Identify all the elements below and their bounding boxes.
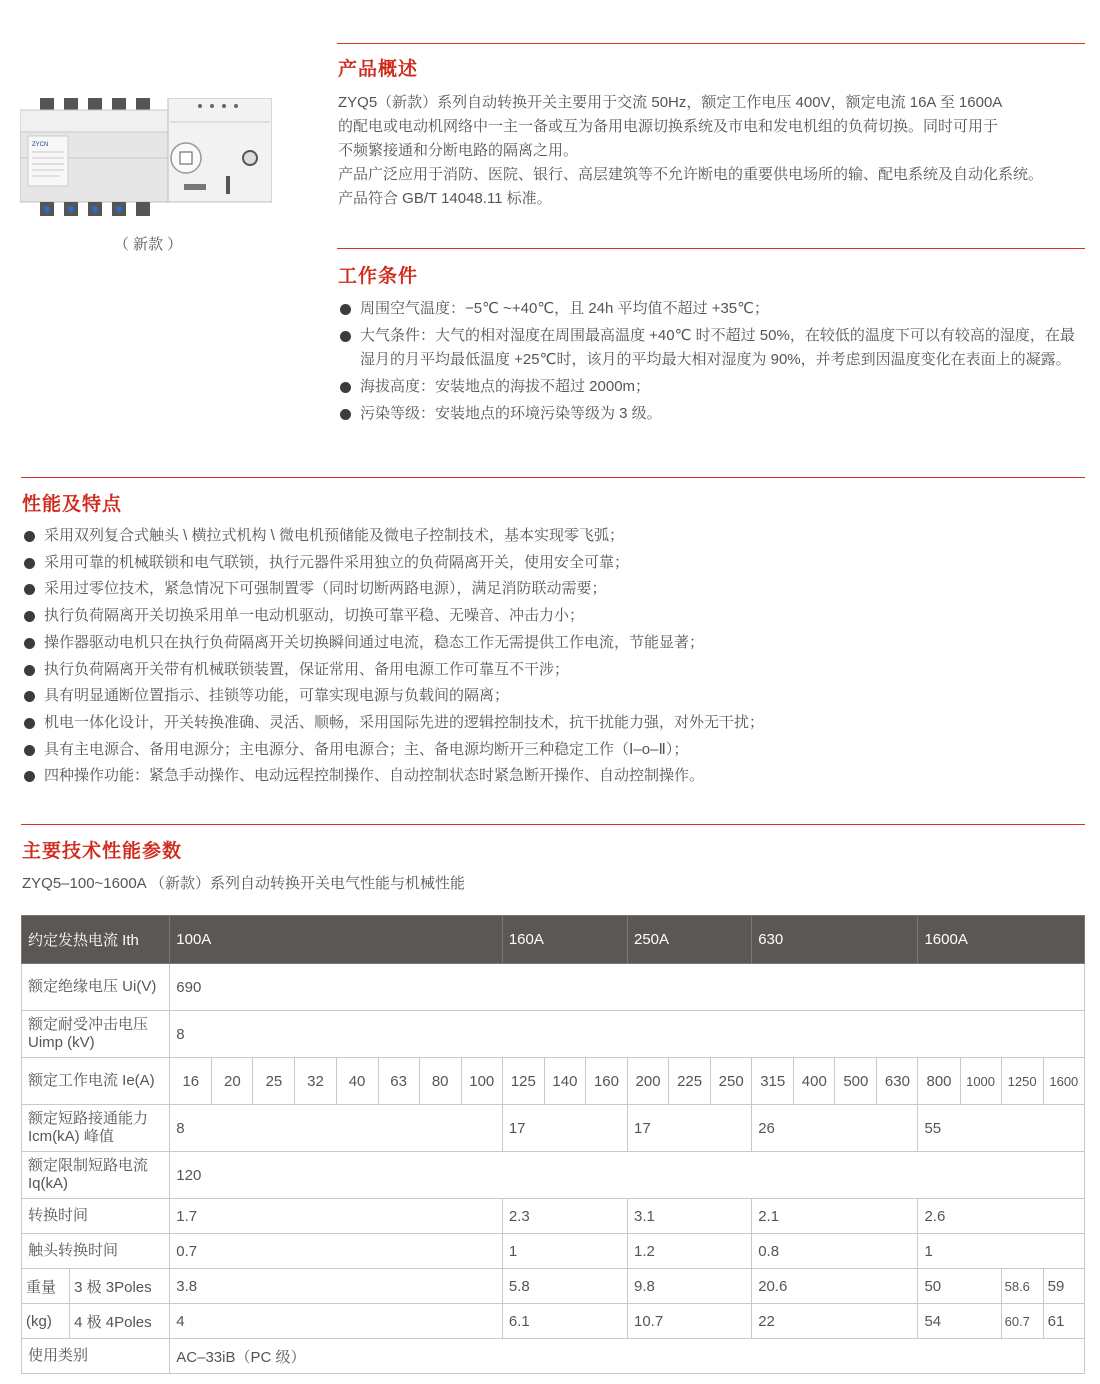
table-cell: 4 — [170, 1304, 503, 1339]
feature-item: 四种操作功能：紧急手动操作、电动远程控制操作、自动控制状态时紧急断开操作、自动控制操作。 — [22, 763, 1086, 790]
feature-item: 执行负荷隔离开关切换采用单一电动机驱动，切换可靠平稳、无噪音、冲击力小； — [22, 603, 1086, 630]
current-cell: 200 — [628, 1058, 669, 1105]
table-cell: 1 — [918, 1234, 1085, 1269]
overview-line-1: ZYQ5（新款）系列自动转换开关主要用于交流 50Hz，额定工作电压 400V，额定电流 16A 至 1600A — [338, 94, 1003, 111]
current-cell: 32 — [295, 1058, 336, 1105]
condition-item: 大气条件：大气的相对湿度在周围最高温度 +40℃ 时不超过 50%，在较低的温度下可以有较高的湿度，在最湿月的月平均最低温度 +25℃时，该月的平均最大相对湿度为 90%，并考虑到因温度变化在表面上的凝露。 — [338, 324, 1085, 372]
row-label: 重量 — [22, 1269, 70, 1304]
row-label: 额定工作电流 Ie(A) — [22, 1058, 170, 1105]
table-cell: 10.7 — [628, 1304, 752, 1339]
table-row — [22, 1058, 1085, 1105]
feature-item: 具有明显通断位置指示、挂锁等功能，可靠实现电源与负载间的隔离； — [22, 683, 1086, 710]
current-cell: 20 — [212, 1058, 253, 1105]
current-cell: 80 — [419, 1058, 461, 1105]
conditions-title: 工作条件 — [338, 266, 419, 287]
table-cell: 58.6 — [1001, 1269, 1043, 1304]
table-cell: 54 — [918, 1304, 1001, 1339]
condition-item: 周围空气温度：−5℃ ~+40℃，且 24h 平均值不超过 +35℃； — [338, 297, 1085, 321]
current-cell: 400 — [794, 1058, 835, 1105]
current-cell: 140 — [544, 1058, 585, 1105]
overview-title: 产品概述 — [338, 59, 419, 80]
features-list — [22, 523, 1086, 790]
table-row — [22, 1105, 1085, 1152]
table-cell: 5.8 — [502, 1269, 627, 1304]
specs-subtitle: ZYQ5–100~1600A （新款）系列自动转换开关电气性能与机械性能 — [22, 875, 466, 892]
table-cell: AC–33iB（PC 级） — [170, 1339, 1085, 1374]
product-image — [20, 98, 272, 216]
table-row — [22, 1269, 1085, 1304]
header-cell: 160A — [502, 916, 627, 964]
row-label: 额定耐受冲击电压 Uimp (kV) — [22, 1011, 170, 1058]
table-cell: 1 — [502, 1234, 627, 1269]
overview-standard: 产品符合 GB/T 14048.11 标准。 — [338, 190, 552, 207]
current-cell: 1600 — [1043, 1058, 1084, 1105]
feature-item: 机电一体化设计，开关转换准确、灵活、顺畅，采用国际先进的逻辑控制技术，抗干扰能力强，对外无干扰； — [22, 710, 1086, 737]
table-cell: 2.6 — [918, 1199, 1085, 1234]
current-cell: 63 — [378, 1058, 419, 1105]
table-cell: 3.8 — [170, 1269, 503, 1304]
current-cell: 1250 — [1001, 1058, 1043, 1105]
row-label: 额定限制短路电流 Iq(kA) — [22, 1152, 170, 1199]
table-cell: 3.1 — [628, 1199, 752, 1234]
row-sublabel: 4 极 4Poles — [70, 1304, 170, 1339]
row-label: 额定短路接通能力 Icm(kA) 峰值 — [22, 1105, 170, 1152]
brand-label: ZYCN — [32, 142, 49, 148]
current-cell: 125 — [502, 1058, 544, 1105]
table-row — [22, 1011, 1085, 1058]
table-cell: 120 — [170, 1152, 1085, 1199]
header-cell: 100A — [170, 916, 503, 964]
overview-line-3: 不频繁接通和分断电路的隔离之用。 — [338, 142, 579, 159]
row-label: 触头转换时间 — [22, 1234, 170, 1269]
header-cell: 约定发热电流 Ith — [22, 916, 170, 964]
conditions-divider — [337, 248, 1085, 249]
table-cell: 17 — [628, 1105, 752, 1152]
row-label: 使用类别 — [22, 1339, 170, 1374]
table-cell: 8 — [170, 1105, 503, 1152]
feature-item: 采用过零位技术，紧急情况下可强制置零（同时切断两路电源），满足消防联动需要； — [22, 576, 1086, 603]
specs-title: 主要技术性能参数 — [22, 841, 183, 862]
overview-application: 产品广泛应用于消防、医院、银行、高层建筑等不允许断电的重要供电场所的输、配电系统及自动化系统。 — [338, 166, 1044, 183]
condition-item: 海拔高度：安装地点的海拔不超过 2000m； — [338, 375, 1085, 399]
table-cell: 2.1 — [752, 1199, 918, 1234]
table-cell: 20.6 — [752, 1269, 918, 1304]
current-cell: 1000 — [960, 1058, 1001, 1105]
table-cell: 0.8 — [752, 1234, 918, 1269]
table-cell: 8 — [170, 1011, 1085, 1058]
table-cell: 22 — [752, 1304, 918, 1339]
row-sublabel: 3 极 3Poles — [70, 1269, 170, 1304]
overview-divider — [337, 43, 1085, 44]
overview-line-2: 的配电或电动机网络中一主一备或互为备用电源切换系统及市电和发电机组的负荷切换。同时可用于 — [338, 118, 999, 135]
table-row — [22, 964, 1085, 1011]
features-title: 性能及特点 — [22, 494, 123, 515]
table-cell: 9.8 — [628, 1269, 752, 1304]
current-cell: 315 — [752, 1058, 794, 1105]
table-cell: 50 — [918, 1269, 1001, 1304]
table-cell: 1.2 — [628, 1234, 752, 1269]
table-cell: 61 — [1043, 1304, 1084, 1339]
current-cell: 630 — [877, 1058, 918, 1105]
row-label: 转换时间 — [22, 1199, 170, 1234]
current-cell: 800 — [918, 1058, 960, 1105]
header-cell: 1600A — [918, 916, 1085, 964]
spec-table — [21, 915, 1085, 1374]
current-cell: 40 — [336, 1058, 378, 1105]
overview-paragraph — [338, 91, 1088, 211]
table-cell: 0.7 — [170, 1234, 503, 1269]
feature-item: 采用双列复合式触头 \ 横拉式机构 \ 微电机预储能及微电子控制技术，基本实现零飞弧； — [22, 523, 1086, 550]
table-cell: 6.1 — [502, 1304, 627, 1339]
header-cell: 250A — [628, 916, 752, 964]
table-row — [22, 1339, 1085, 1374]
table-row — [22, 1199, 1085, 1234]
table-cell: 59 — [1043, 1269, 1084, 1304]
table-cell: 55 — [918, 1105, 1085, 1152]
current-cell: 25 — [253, 1058, 295, 1105]
features-divider — [21, 477, 1085, 478]
table-cell: 26 — [752, 1105, 918, 1152]
table-cell: 690 — [170, 964, 1085, 1011]
current-cell: 16 — [170, 1058, 212, 1105]
current-cell: 160 — [585, 1058, 627, 1105]
current-cell: 225 — [669, 1058, 711, 1105]
row-label: (kg) — [22, 1304, 70, 1339]
current-cell: 100 — [461, 1058, 502, 1105]
table-row — [22, 1152, 1085, 1199]
current-cell: 250 — [711, 1058, 752, 1105]
table-row — [22, 1304, 1085, 1339]
table-cell: 1.7 — [170, 1199, 503, 1234]
table-row — [22, 1234, 1085, 1269]
current-cell: 500 — [835, 1058, 877, 1105]
row-label: 额定绝缘电压 Ui(V) — [22, 964, 170, 1011]
feature-item: 具有主电源合、备用电源分；主电源分、备用电源合；主、备电源均断开三种稳定工作（Ⅰ–o–Ⅱ）； — [22, 737, 1086, 764]
header-cell: 630 — [752, 916, 918, 964]
table-cell: 2.3 — [502, 1199, 627, 1234]
feature-item: 采用可靠的机械联锁和电气联锁，执行元器件采用独立的负荷隔离开关，使用安全可靠； — [22, 550, 1086, 577]
table-cell: 60.7 — [1001, 1304, 1043, 1339]
table-header-row — [22, 916, 1085, 964]
specs-divider — [21, 824, 1085, 825]
feature-item: 执行负荷隔离开关带有机械联锁装置，保证常用、备用电源工作可靠互不干涉； — [22, 657, 1086, 684]
condition-item: 污染等级：安装地点的环境污染等级为 3 级。 — [338, 402, 1085, 426]
conditions-list — [338, 297, 1085, 429]
feature-item: 操作器驱动电机只在执行负荷隔离开关切换瞬间通过电流，稳态工作无需提供工作电流，节能显著； — [22, 630, 1086, 657]
product-caption: （ 新款 ） — [113, 236, 183, 253]
table-cell: 17 — [502, 1105, 627, 1152]
